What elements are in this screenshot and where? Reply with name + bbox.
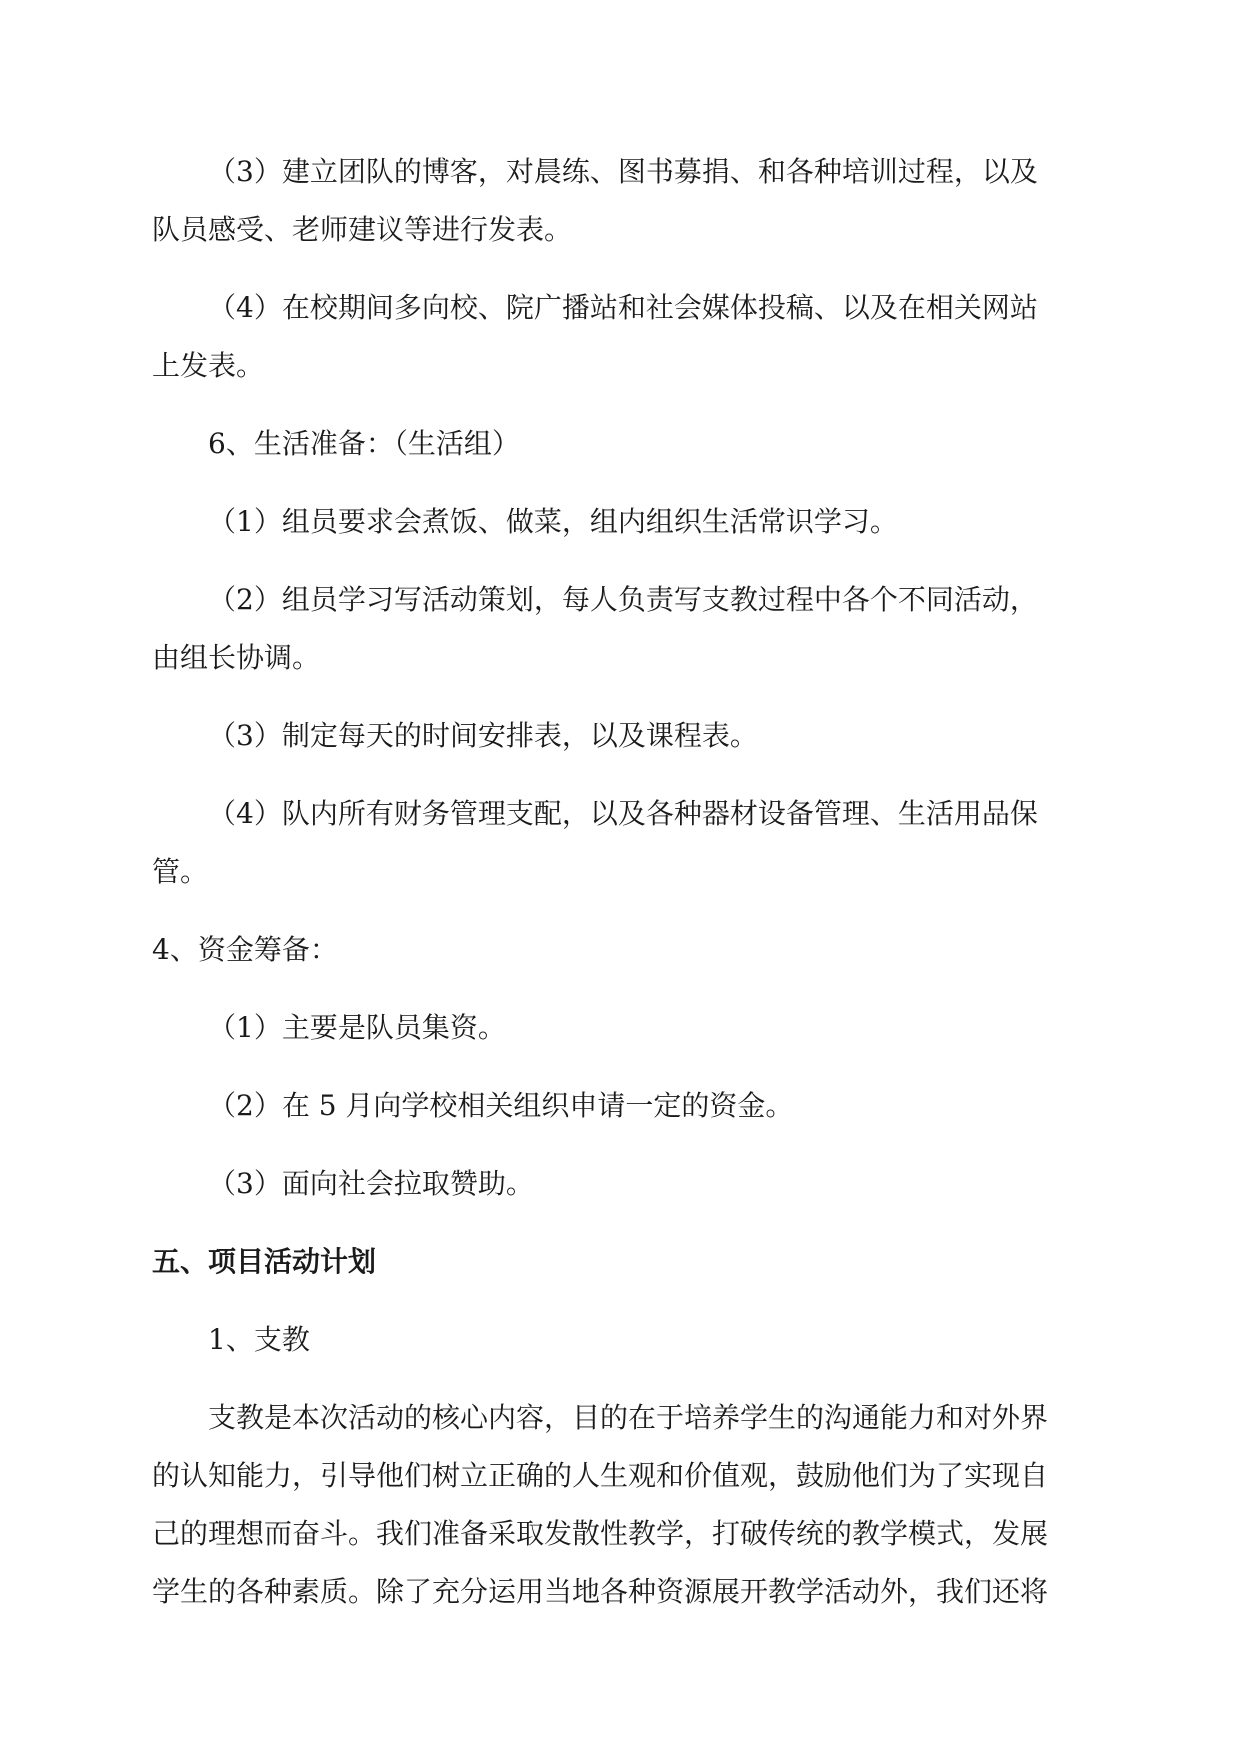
paragraph-submission-line-1: （4）在校期间多向校、院广播站和社会媒体投稿、以及在相关网站: [208, 291, 1038, 324]
item-school-funds: （2）在 5 月向学校相关组织申请一定的资金。: [208, 1089, 794, 1122]
section-funding: 4、资金筹备：: [152, 933, 338, 966]
item-planning-line-2: 由组长协调。: [152, 641, 321, 674]
item-finance-line-2: 管。: [152, 855, 209, 888]
section-life-preparation: 6、生活准备：（生活组）: [208, 427, 520, 460]
paragraph-blog-line-2: 队员感受、老师建议等进行发表。: [152, 213, 573, 246]
paragraph-teaching-line-4: 学生的各种素质。除了充分运用当地各种资源展开教学活动外，我们还将: [152, 1575, 1049, 1608]
paragraph-submission-line-2: 上发表。: [152, 349, 265, 382]
subsection-teaching: 1、支教: [208, 1323, 310, 1356]
paragraph-teaching-line-1: 支教是本次活动的核心内容，目的在于培养学生的沟通能力和对外界: [208, 1401, 1049, 1434]
document-page: [152, 143, 1089, 1621]
item-sponsorship: （3）面向社会拉取赞助。: [208, 1167, 534, 1200]
paragraph-blog-line-1: （3）建立团队的博客，对晨练、图书募捐、和各种培训过程，以及: [208, 155, 1038, 188]
item-schedule: （3）制定每天的时间安排表，以及课程表。: [208, 719, 758, 752]
item-cooking: （1）组员要求会煮饭、做菜，组内组织生活常识学习。: [208, 505, 898, 538]
section-heading-project-plan: 五、项目活动计划: [152, 1245, 377, 1278]
paragraph-teaching-line-2: 的认知能力，引导他们树立正确的人生观和价值观，鼓励他们为了实现自: [152, 1459, 1049, 1492]
paragraph-teaching-line-3: 己的理想而奋斗。我们准备采取发散性教学，打破传统的教学模式，发展: [152, 1517, 1049, 1550]
item-member-funds: （1）主要是队员集资。: [208, 1011, 506, 1044]
item-planning-line-1: （2）组员学习写活动策划，每人负责写支教过程中各个不同活动，: [208, 583, 1038, 616]
item-finance-line-1: （4）队内所有财务管理支配，以及各种器材设备管理、生活用品保: [208, 797, 1038, 830]
